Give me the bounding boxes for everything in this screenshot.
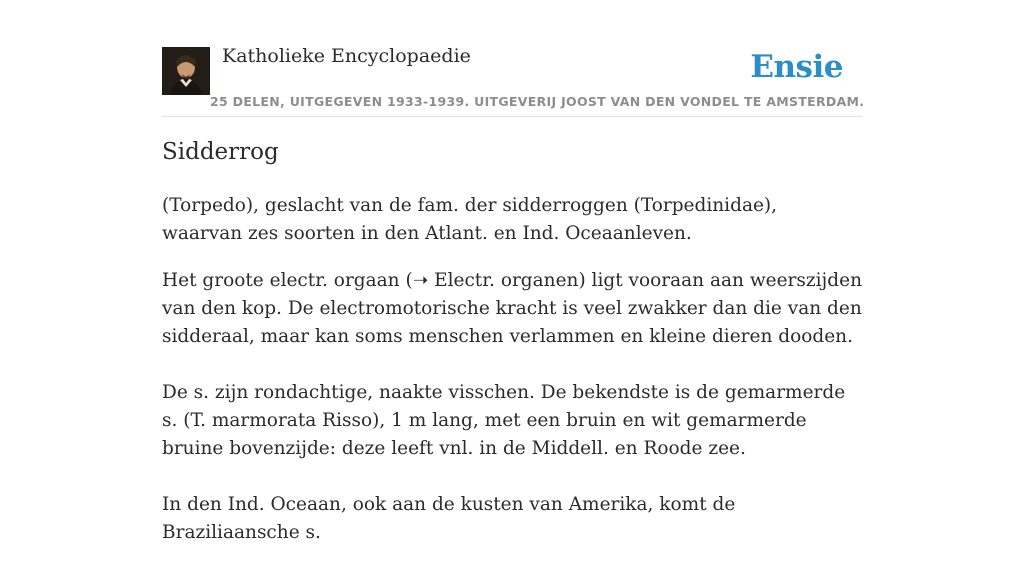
page-container: [162, 0, 865, 543]
publication-header: [162, 0, 865, 117]
article-title: Sidderrog: [162, 139, 279, 165]
ensie-logo-link[interactable]: Ensie: [750, 49, 843, 85]
article-paragraph: (Torpedo), geslacht van de fam. der sidderroggen (Torpedinidae), waarvan zes soorten in den Atlant. en Ind. Oceaanleven.: [162, 195, 778, 244]
portrait-avatar-icon[interactable]: [162, 47, 210, 95]
publication-meta: 25 DELEN, UITGEGEVEN 1933-1939. UITGEVERIJ JOOST VAN DEN VONDEL TE AMSTERDAM.: [210, 94, 865, 109]
article-paragraph: In den Ind. Oceaan, ook aan de kusten van Amerika, komt de Braziliaansche s.: [162, 494, 736, 543]
publication-title[interactable]: Katholieke Encyclopaedie: [222, 45, 471, 67]
article-paragraph: De s. zijn rondachtige, naakte visschen. De bekendste is de gemarmerde s. (T. marmorata Risso), 1 m lang, met een bruin en wit gemarmerde bruine bovenzijde: deze leeft vnl. in de Middell. en Roode zee.: [162, 382, 846, 459]
article-body: [162, 192, 862, 566]
article-paragraph: Het groote electr. orgaan (➝ Electr. organen) ligt vooraan aan weerszijden van den kop. De electromotorische kracht is veel zwakker dan die van den sidderaal, maar kan soms menschen verlammen en kleine dieren dooden.: [162, 270, 862, 347]
